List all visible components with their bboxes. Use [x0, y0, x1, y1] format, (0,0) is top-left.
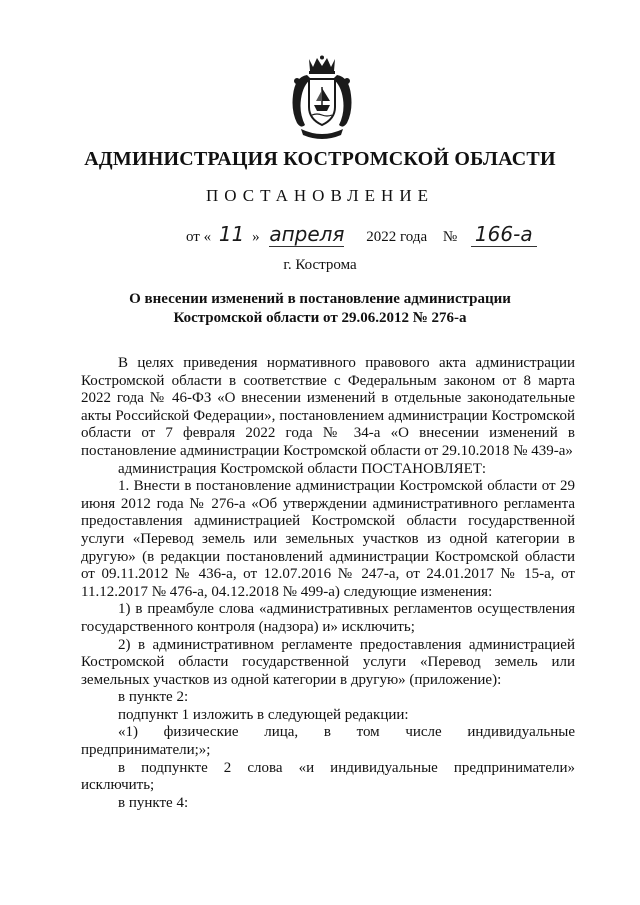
paragraph: 1. Внести в постановление администрации Костромской области от 29 июня 2012 года № 276-а «Об утверждении административного регламента предоставления администрацией Костромской области государственной услуги «Перевод земель или земельных участков из одной категории в другую» (в редакции постановлений администрации Костромской области от 09.11.2012 № 436-а, от 12.07.2016 № 247-а, от 24.01.2017 № 15-а, от 11.12.2017 № 476-а, 04.12.2018 № 499-а) следующие изменения: — [81, 478, 575, 600]
date-mid: » — [252, 229, 260, 245]
number-label: № — [442, 229, 458, 245]
organization-name: АДМИНИСТРАЦИЯ КОСТРОМСКОЙ ОБЛАСТИ — [84, 148, 556, 170]
paragraph: подпункт 1 изложить в следующей редакции: — [118, 706, 409, 723]
document-type: ПОСТАНОВЛЕНИЕ — [205, 186, 434, 205]
paragraph: в подпункте 2 слова «и индивидуальные предприниматели» исключить; — [81, 759, 575, 794]
paragraph: 1) в преамбуле слова «административных регламентов осуществления государственного контроля (надзора) и» исключить; — [81, 601, 575, 635]
paragraph: в пункте 4: — [118, 794, 189, 811]
title-line-1: О внесении изменений в постановление администрации — [129, 291, 511, 307]
date-day: 11 — [218, 222, 245, 246]
coat-of-arms-icon — [287, 55, 357, 141]
paragraph: В целях приведения нормативного правового акта администрации Костромской области в соответствие с Федеральным законом от 8 марта 2022 года № 46-ФЗ «О внесении изменений в отдельные законодательные акты Российской Федерации», постановлением администрации Костромской области от 7 февраля 2022 года № 34-а «О внесении изменений в постановление администрации Костромской области от 29.10.2018 № 439-а» — [81, 355, 575, 459]
date-prefix: от « — [186, 229, 212, 245]
date-year: 2022 года — [366, 229, 428, 245]
paragraph: 2) в административном регламенте предоставления администрацией Костромской области государственной услуги «Перевод земель или земельных участков из одной категории в другую» (приложение): — [81, 636, 575, 688]
title-line-2: Костромской области от 29.06.2012 № 276-а — [173, 310, 467, 326]
document-number: 166-а — [471, 222, 537, 247]
date-month: апреля — [269, 222, 345, 246]
date-number-line — [186, 222, 537, 247]
paragraph: «1) физические лица, в том числе индивидуальные предприниматели;»; — [81, 724, 575, 759]
document-title — [0, 290, 640, 328]
paragraph: администрация Костромской области ПОСТАНОВЛЯЕТ: — [118, 460, 487, 477]
document-body — [81, 355, 575, 812]
paragraph: в пункте 2: — [118, 689, 189, 706]
city: г. Кострома — [283, 257, 357, 273]
